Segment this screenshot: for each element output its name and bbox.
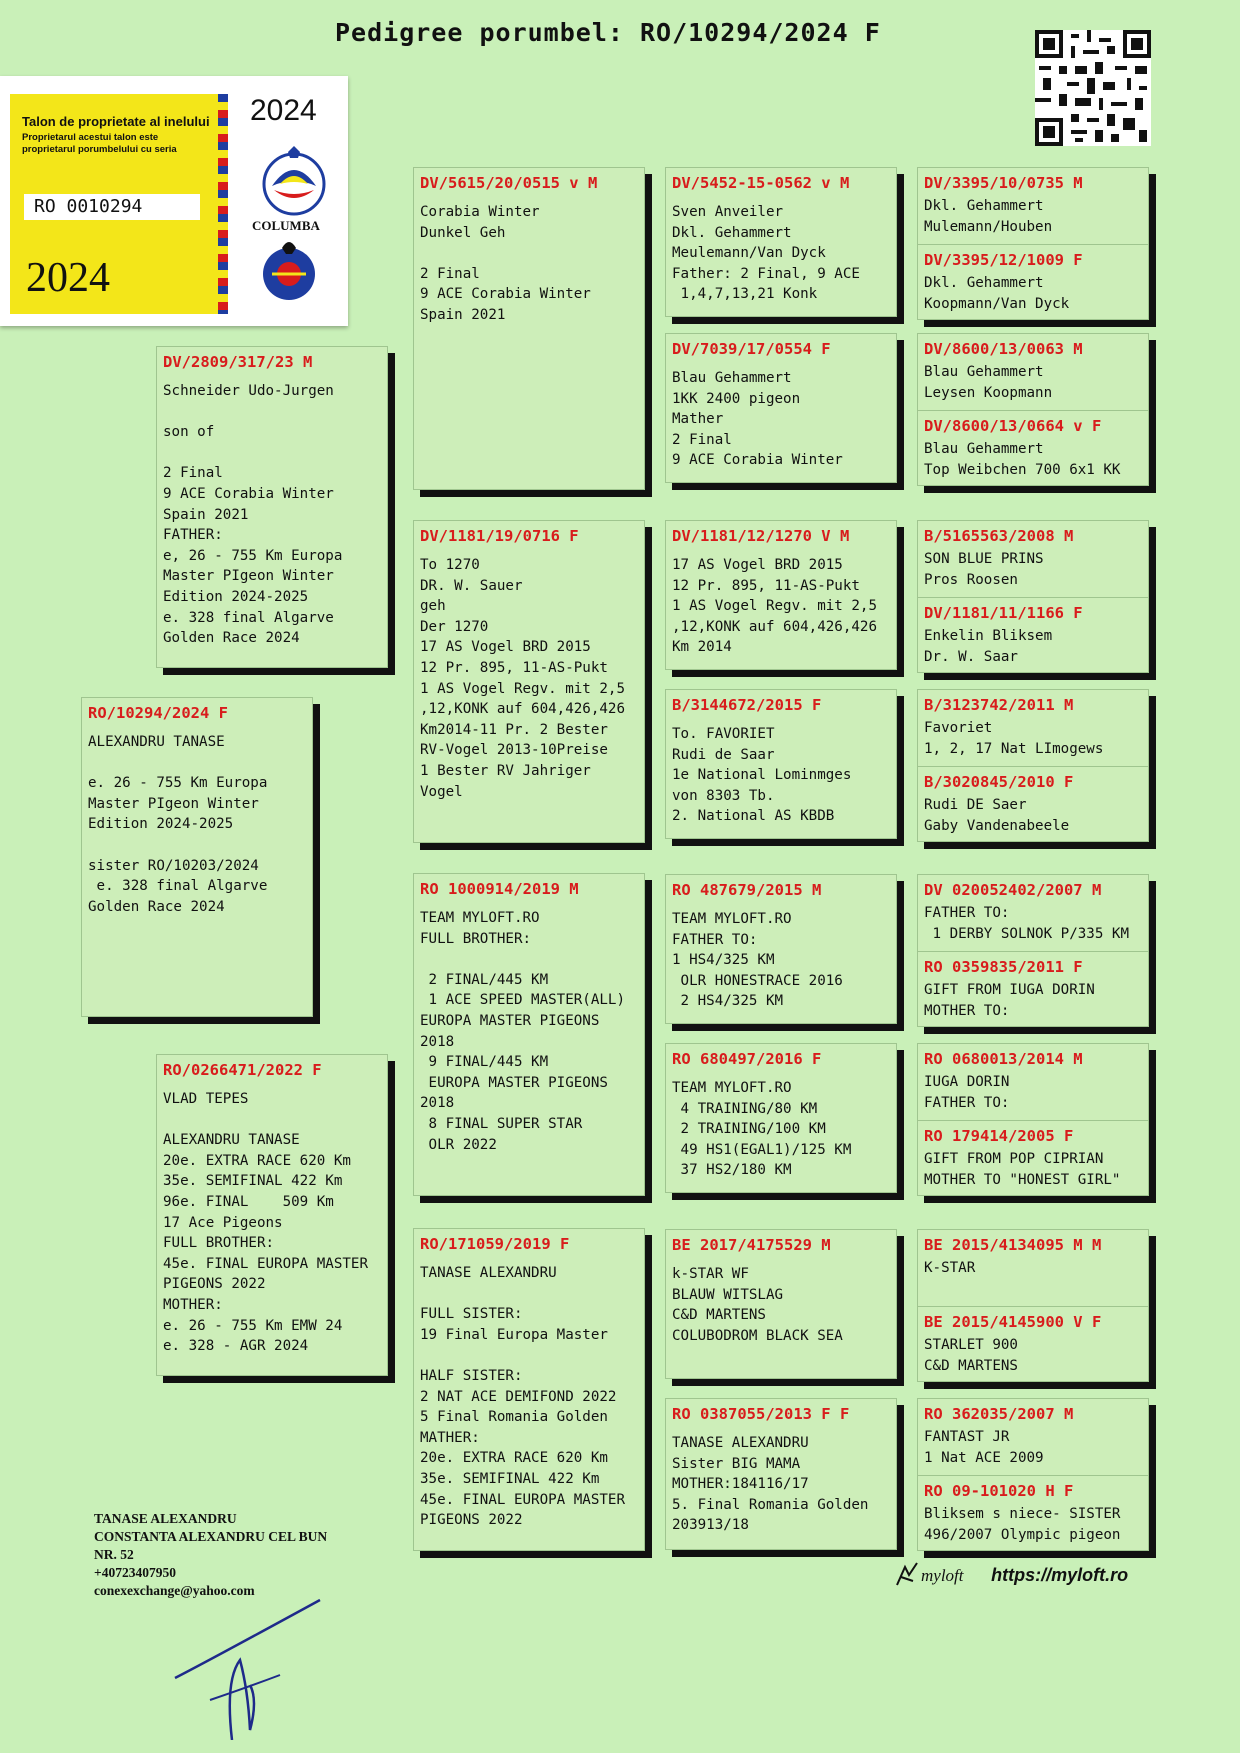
detail-line: 1,4,7,13,21 Konk xyxy=(672,286,818,303)
ring-code: RO 362035/2007 M xyxy=(924,1405,1074,1423)
pedigree-gen4-pair-7 xyxy=(917,1229,1149,1382)
detail-line: PIGEONS 2022 xyxy=(163,1276,266,1293)
ring-code: DV/7039/17/0554 F xyxy=(672,340,831,358)
owner-name: TANASE ALEXANDRU xyxy=(94,1511,237,1526)
detail-line: Top Weibchen 700 6x1 KK xyxy=(924,461,1121,478)
detail-line: C&D MARTENS xyxy=(672,1307,766,1324)
detail-line: MATHER: xyxy=(420,1429,480,1446)
detail-line: Favoriet xyxy=(924,720,993,736)
detail-line: 1KK 2400 pigeon xyxy=(672,390,801,407)
pedigree-gen3-box-8 xyxy=(665,1398,897,1550)
detail-line: Leysen Koopmann xyxy=(924,384,1053,401)
detail-line: 20e. EXTRA RACE 620 Km xyxy=(163,1152,351,1169)
detail-line: To. FAVORIET xyxy=(672,726,775,742)
detail-line: Spain 2021 xyxy=(420,306,506,323)
detail-line: 4 TRAINING/80 KM xyxy=(672,1100,818,1117)
pedigree-granddam-paternal-box xyxy=(413,520,645,843)
ring-code: RO 0680013/2014 M xyxy=(924,1050,1083,1068)
ring-code: B/3123742/2011 M xyxy=(924,696,1074,714)
detail-line: DR. W. Sauer xyxy=(420,577,523,594)
detail-line: Master PIgeon Winter xyxy=(88,795,259,812)
detail-line: TEAM MYLOFT.RO xyxy=(420,910,540,926)
ring-code: BE 2015/4145900 V F xyxy=(924,1313,1102,1331)
pedigree-gen4-pair-4 xyxy=(917,689,1149,842)
detail-line: son of xyxy=(163,424,215,441)
owner-email[interactable]: conexexchange@yahoo.com xyxy=(94,1583,255,1598)
detail-line: Rudi de Saar xyxy=(672,746,775,763)
detail-line: 2 NAT ACE DEMIFOND 2022 xyxy=(420,1388,617,1405)
detail-line: Blau Gehammert xyxy=(672,370,792,386)
pedigree-grandsire-paternal-box xyxy=(413,167,645,490)
detail-line: 17 AS Vogel BRD 2015 xyxy=(420,639,591,656)
detail-line: EUROPA MASTER PIGEONS xyxy=(420,1012,600,1029)
detail-line: FANTAST JR xyxy=(924,1429,1010,1445)
ring-code: DV/1181/11/1166 F xyxy=(924,604,1083,622)
detail-line: 12 Pr. 895, 11-AS-Pukt xyxy=(420,659,608,676)
pedigree-gen3-box-5 xyxy=(665,874,897,1024)
ring-code: DV/2809/317/23 M xyxy=(163,353,313,371)
detail-line: ,12,KONK auf 604,426,426 xyxy=(420,701,625,718)
detail-line: FATHER: xyxy=(163,527,223,544)
detail-line: MOTHER TO "HONEST GIRL" xyxy=(924,1171,1121,1188)
detail-line: C&D MARTENS xyxy=(924,1357,1018,1374)
ring-code: DV/5452-15-0562 v M xyxy=(672,174,850,192)
detail-line: Rudi DE Saer xyxy=(924,797,1027,813)
detail-line: Km 2014 xyxy=(672,639,732,656)
detail-line: STARLET 900 xyxy=(924,1337,1018,1353)
detail-line: Golden Race 2024 xyxy=(163,630,300,647)
ring-code: DV 020052402/2007 M xyxy=(924,881,1102,899)
ring-code: B/5165563/2008 M xyxy=(924,527,1074,545)
detail-line: e, 26 - 755 Km Europa xyxy=(163,547,343,564)
detail-line: ALEXANDRU TANASE xyxy=(88,734,225,750)
detail-line: TANASE ALEXANDRU xyxy=(672,1435,809,1451)
detail-line: Corabia Winter xyxy=(420,204,540,220)
card-year-small: 2024 xyxy=(250,94,317,127)
detail-line xyxy=(420,949,638,970)
detail-line: 1 Bester RV Jahriger xyxy=(420,762,591,779)
detail-line: Gaby Vandenabeele xyxy=(924,817,1070,834)
detail-line: TEAM MYLOFT.RO xyxy=(672,1080,792,1096)
detail-line: Enkelin Bliksem xyxy=(924,628,1053,644)
ring-code: DV/8600/13/0664 v F xyxy=(924,417,1102,435)
detail-line: BLAUW WITSLAG xyxy=(672,1286,784,1303)
detail-line: Master PIgeon Winter xyxy=(163,568,334,585)
card-brand: COLUMBA xyxy=(252,218,320,233)
detail-line: 5. Final Romania Golden xyxy=(672,1496,869,1513)
detail-line: e. 328 final Algarve xyxy=(163,609,334,626)
myloft-brand-text: myloft xyxy=(921,1566,964,1585)
ring-code: RO 09-101020 H F xyxy=(924,1482,1074,1500)
pedigree-gen4-pair-6 xyxy=(917,1043,1149,1196)
detail-line: SON BLUE PRINS xyxy=(924,551,1044,567)
detail-line: FULL BROTHER: xyxy=(163,1235,275,1252)
detail-line: 5 Final Romania Golden xyxy=(420,1409,608,1426)
detail-line xyxy=(163,443,381,464)
page-title: Pedigree porumbel: RO/10294/2024 F xyxy=(335,18,881,47)
detail-line: 9 ACE Corabia Winter xyxy=(163,485,334,502)
pedigree-gen4-pair-5 xyxy=(917,874,1149,1027)
ring-code: RO 0359835/2011 F xyxy=(924,958,1083,976)
detail-line: MOTHER: xyxy=(163,1296,223,1313)
detail-line: 1 DERBY SOLNOK P/335 KM xyxy=(924,925,1129,942)
card-subtext: Proprietarul acestui talon este proprietarul porumbelului cu seria xyxy=(22,132,177,155)
detail-line xyxy=(420,1345,638,1366)
detail-line: 2 Final xyxy=(163,465,223,482)
ring-code: RO 0387055/2013 F F xyxy=(672,1405,850,1423)
card-header: Talon de proprietate al inelului xyxy=(22,114,210,129)
detail-line: ALEXANDRU TANASE xyxy=(163,1132,300,1149)
detail-line: FATHER TO: xyxy=(924,905,1010,921)
detail-line: Koopmann/Van Dyck xyxy=(924,295,1070,312)
ring-code: DV/1181/12/1270 V M xyxy=(672,527,850,545)
detail-line: 1 AS Vogel Regv. mit 2,5 xyxy=(420,680,625,697)
pedigree-gen4-pair-3 xyxy=(917,520,1149,673)
detail-line: 2 FINAL/445 KM xyxy=(420,971,549,988)
ring-code: RO 487679/2015 M xyxy=(672,881,822,899)
detail-line: Sister BIG MAMA xyxy=(672,1455,801,1472)
ring-code: DV/5615/20/0515 v M xyxy=(420,174,598,192)
ring-code: BE 2015/4134095 M M xyxy=(924,1236,1102,1254)
owner-phone: +40723407950 xyxy=(94,1565,176,1580)
detail-line: RV-Vogel 2013-10Preise xyxy=(420,742,608,759)
detail-line: 2 TRAINING/100 KM xyxy=(672,1121,826,1138)
owner-address: CONSTANTA ALEXANDRU CEL BUN xyxy=(94,1529,328,1544)
detail-line: Golden Race 2024 xyxy=(88,898,225,915)
pedigree-subject-box xyxy=(81,697,313,1017)
detail-line: geh xyxy=(420,598,446,615)
ring-code: RO/0266471/2022 F xyxy=(163,1061,322,1079)
detail-line: 35e. SEMIFINAL 422 Km xyxy=(420,1470,600,1487)
signature xyxy=(170,1590,330,1740)
detail-line: 49 HS1(EGAL1)/125 KM xyxy=(672,1141,852,1158)
ring-code: DV/3395/12/1009 F xyxy=(924,251,1083,269)
detail-line: e. 26 - 755 Km Europa xyxy=(88,775,268,792)
detail-line: 96e. FINAL 509 Km xyxy=(163,1193,334,1210)
detail-line: To 1270 xyxy=(420,557,480,573)
qr-code xyxy=(1035,30,1151,146)
detail-line: HALF SISTER: xyxy=(420,1367,523,1384)
detail-line: Spain 2021 xyxy=(163,506,249,523)
detail-line: 2 Final xyxy=(672,431,732,448)
detail-line: Dkl. Gehammert xyxy=(924,275,1044,291)
detail-line: e. 26 - 755 Km EMW 24 xyxy=(163,1317,343,1334)
pedigree-gen3-box-1 xyxy=(665,167,897,317)
myloft-logo-icon xyxy=(895,1561,919,1587)
detail-line: Dkl. Gehammert xyxy=(924,198,1044,214)
detail-line: OLR 2022 xyxy=(420,1136,497,1153)
detail-line: Schneider Udo-Jurgen xyxy=(163,383,334,399)
detail-line: COLUBODROM BLACK SEA xyxy=(672,1327,843,1344)
detail-line: 1 ACE SPEED MASTER(ALL) xyxy=(420,992,625,1009)
detail-line: 45e. FINAL EUROPA MASTER xyxy=(163,1255,368,1272)
pedigree-gen3-box-4 xyxy=(665,689,897,839)
detail-line: sister RO/10203/2024 xyxy=(88,857,259,874)
detail-line: 8 FINAL SUPER STAR xyxy=(420,1115,583,1132)
detail-line: 19 Final Europa Master xyxy=(420,1326,608,1343)
detail-line xyxy=(88,835,306,856)
detail-line: K-STAR xyxy=(924,1260,976,1276)
detail-line: 2018 xyxy=(420,1095,455,1112)
pedigree-dam-box xyxy=(156,1054,388,1376)
footer-brand xyxy=(895,1565,1128,1586)
detail-line: k-STAR WF xyxy=(672,1266,749,1282)
detail-line: 9 FINAL/445 KM xyxy=(420,1054,549,1071)
owner-contact xyxy=(94,1510,327,1600)
detail-line: 1, 2, 17 Nat LImogews xyxy=(924,740,1104,757)
detail-line: MOTHER:184116/17 xyxy=(672,1476,809,1493)
detail-line: 17 Ace Pigeons xyxy=(163,1214,283,1231)
detail-line: Sven Anveiler xyxy=(672,204,784,220)
pedigree-gen3-box-7 xyxy=(665,1229,897,1379)
detail-line: Km2014-11 Pr. 2 Bester xyxy=(420,721,608,738)
detail-line: 496/2007 Olympic pigeon xyxy=(924,1526,1121,1543)
detail-line: Vogel xyxy=(420,783,463,800)
detail-line: Dr. W. Saar xyxy=(924,648,1018,665)
card-year-large: 2024 xyxy=(26,255,110,301)
ring-code: RO/10294/2024 F xyxy=(88,704,228,722)
detail-line: PIGEONS 2022 xyxy=(420,1512,523,1529)
detail-line: Dunkel Geh xyxy=(420,224,506,241)
detail-line: Mulemann/Houben xyxy=(924,218,1053,235)
myloft-url-link[interactable]: https://myloft.ro xyxy=(991,1565,1129,1585)
detail-line: Blau Gehammert xyxy=(924,441,1044,457)
card-yellow-panel xyxy=(10,94,226,314)
detail-line xyxy=(420,243,638,264)
detail-line: Edition 2024-2025 xyxy=(163,588,309,605)
detail-line: FATHER TO: xyxy=(924,1094,1010,1111)
detail-line: Meulemann/Van Dyck xyxy=(672,245,826,262)
ring-code: RO/171059/2019 F xyxy=(420,1235,570,1253)
detail-line: Dkl. Gehammert xyxy=(672,224,792,241)
detail-line: Bliksem s niece- SISTER xyxy=(924,1506,1121,1522)
detail-line: EUROPA MASTER PIGEONS xyxy=(420,1074,608,1091)
detail-line: e. 328 - AGR 2024 xyxy=(163,1338,309,1355)
detail-line xyxy=(420,1284,638,1305)
card-ring-number: RO 0010294 xyxy=(24,194,200,220)
detail-line: 9 ACE Corabia Winter xyxy=(672,452,843,469)
detail-line: TEAM MYLOFT.RO xyxy=(672,911,792,927)
detail-line: 2 HS4/325 KM xyxy=(672,993,784,1010)
detail-line: e. 328 final Algarve xyxy=(88,878,268,895)
ring-code: DV/1181/19/0716 F xyxy=(420,527,579,545)
pedigree-gen4-pair-8 xyxy=(917,1398,1149,1551)
detail-line: OLR HONESTRACE 2016 xyxy=(672,972,843,989)
detail-line: 2. National AS KBDB xyxy=(672,808,835,825)
ring-code: DV/3395/10/0735 M xyxy=(924,174,1083,192)
detail-line: FATHER TO: xyxy=(672,931,758,948)
pedigree-gen3-box-2 xyxy=(665,333,897,483)
detail-line: von 8303 Tb. xyxy=(672,787,775,804)
ring-code: BE 2017/4175529 M xyxy=(672,1236,831,1254)
detail-line: GIFT FROM IUGA DORIN xyxy=(924,982,1095,998)
detail-line: MOTHER TO: xyxy=(924,1002,1010,1019)
detail-line: Mather xyxy=(672,411,724,428)
detail-line: GIFT FROM POP CIPRIAN xyxy=(924,1151,1104,1167)
ring-code: RO 680497/2016 F xyxy=(672,1050,822,1068)
detail-line: Blau Gehammert xyxy=(924,364,1044,380)
detail-line: FULL SISTER: xyxy=(420,1306,523,1323)
ring-code: B/3020845/2010 F xyxy=(924,773,1074,791)
detail-line: Der 1270 xyxy=(420,618,489,635)
pedigree-gen3-box-3 xyxy=(665,520,897,670)
columba-emblem-icon xyxy=(258,146,330,218)
detail-line: 2018 xyxy=(420,1033,455,1050)
ring-code: B/3144672/2015 F xyxy=(672,696,822,714)
detail-line: 45e. FINAL EUROPA MASTER xyxy=(420,1491,625,1508)
detail-line: 35e. SEMIFINAL 422 Km xyxy=(163,1173,343,1190)
detail-line: 203913/18 xyxy=(672,1517,749,1534)
ring-code: RO 1000914/2019 M xyxy=(420,880,579,898)
detail-line: TANASE ALEXANDRU xyxy=(420,1265,557,1281)
detail-line: 1 Nat ACE 2009 xyxy=(924,1449,1044,1466)
detail-line: 2 Final xyxy=(420,265,480,282)
pedigree-grandsire-maternal-box xyxy=(413,873,645,1196)
detail-line xyxy=(163,402,381,423)
detail-line: 17 AS Vogel BRD 2015 xyxy=(672,557,843,573)
pedigree-gen4-pair-2 xyxy=(917,333,1149,486)
detail-line: 1 HS4/325 KM xyxy=(672,952,775,969)
pedigree-sire-box xyxy=(156,346,388,668)
flag-stripe xyxy=(218,94,228,314)
ring-code: DV/8600/13/0063 M xyxy=(924,340,1083,358)
detail-line xyxy=(88,753,306,774)
detail-line: IUGA DORIN xyxy=(924,1074,1010,1090)
detail-line: Edition 2024-2025 xyxy=(88,816,234,833)
pedigree-gen4-pair-1 xyxy=(917,167,1149,320)
pedigree-granddam-maternal-box xyxy=(413,1228,645,1551)
detail-line: 12 Pr. 895, 11-AS-Pukt xyxy=(672,577,860,594)
detail-line: 9 ACE Corabia Winter xyxy=(420,286,591,303)
detail-line: 20e. EXTRA RACE 620 Km xyxy=(420,1450,608,1467)
detail-line: Father: 2 Final, 9 ACE xyxy=(672,265,860,282)
detail-line: ,12,KONK auf 604,426,426 xyxy=(672,618,877,635)
pedigree-gen3-box-6 xyxy=(665,1043,897,1193)
detail-line: Pros Roosen xyxy=(924,571,1018,588)
detail-line: 1 AS Vogel Regv. mit 2,5 xyxy=(672,598,877,615)
owner-number: NR. 52 xyxy=(94,1547,134,1562)
detail-line: 37 HS2/180 KM xyxy=(672,1162,792,1179)
detail-line: FULL BROTHER: xyxy=(420,930,532,947)
ring-code: RO 179414/2005 F xyxy=(924,1127,1074,1145)
detail-line xyxy=(163,1110,381,1131)
detail-line: VLAD TEPES xyxy=(163,1091,249,1107)
federation-logo-icon xyxy=(254,234,324,304)
ring-ownership-card xyxy=(0,76,348,326)
detail-line: 1e National Lominmges xyxy=(672,767,852,784)
